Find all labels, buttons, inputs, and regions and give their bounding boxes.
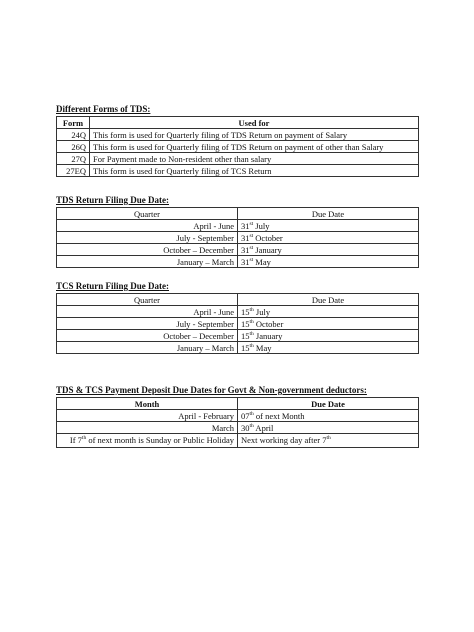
- due-date-cell: 15th January: [238, 330, 419, 342]
- column-header-form: Form: [57, 117, 90, 129]
- due-date-cell: 31st July: [238, 220, 419, 232]
- tds-forms-title: Different Forms of TDS:: [56, 104, 151, 114]
- month-cell: April - February: [57, 410, 238, 422]
- tds-due-table: [56, 207, 419, 268]
- table-row: [57, 232, 419, 244]
- due-date-cell: 31st May: [238, 256, 419, 268]
- table-row: [57, 153, 419, 165]
- quarter-cell: July - September: [57, 318, 238, 330]
- tcs-due-table: [56, 293, 419, 354]
- tds-forms-table: [56, 116, 419, 177]
- due-date-cell: 31st October: [238, 232, 419, 244]
- column-header-due-date: Due Date: [238, 398, 419, 410]
- form-code: 24Q: [57, 129, 90, 141]
- quarter-cell: October – December: [57, 330, 238, 342]
- table-row: [57, 141, 419, 153]
- column-header-month: Month: [57, 398, 238, 410]
- table-row: [57, 422, 419, 434]
- quarter-cell: July - September: [57, 232, 238, 244]
- table-row: [57, 129, 419, 141]
- column-header-quarter: Quarter: [57, 294, 238, 306]
- form-description: This form is used for Quarterly filing of TDS Return on payment of Salary: [90, 129, 419, 141]
- form-description: This form is used for Quarterly filing of TDS Return on payment of other than Salary: [90, 141, 419, 153]
- due-date-cell: 07th of next Month: [238, 410, 419, 422]
- due-date-cell: 15th May: [238, 342, 419, 354]
- due-date-cell: 15th July: [238, 306, 419, 318]
- due-date-cell: Next working day after 7th: [238, 434, 419, 448]
- form-code: 27Q: [57, 153, 90, 165]
- form-description: This form is used for Quarterly filing of TCS Return: [90, 165, 419, 177]
- table-row: [57, 410, 419, 422]
- table-row: [57, 256, 419, 268]
- table-row: [57, 306, 419, 318]
- quarter-cell: January – March: [57, 342, 238, 354]
- quarter-cell: April - June: [57, 220, 238, 232]
- payment-due-table: [56, 397, 419, 448]
- table-row: [57, 220, 419, 232]
- month-cell: March: [57, 422, 238, 434]
- form-description: For Payment made to Non-resident other than salary: [90, 153, 419, 165]
- payment-due-title: TDS & TCS Payment Deposit Due Dates for Govt & Non-government deductors:: [56, 385, 367, 395]
- table-row: [57, 434, 419, 448]
- quarter-cell: January – March: [57, 256, 238, 268]
- form-code: 27EQ: [57, 165, 90, 177]
- form-code: 26Q: [57, 141, 90, 153]
- due-date-cell: 30th April: [238, 422, 419, 434]
- due-date-cell: 15th October: [238, 318, 419, 330]
- quarter-cell: October – December: [57, 244, 238, 256]
- table-row: [57, 342, 419, 354]
- due-date-cell: 31st January: [238, 244, 419, 256]
- column-header-due-date: Due Date: [238, 208, 419, 220]
- table-row: [57, 165, 419, 177]
- table-header-row: [57, 208, 419, 220]
- tcs-due-title: TCS Return Filing Due Date:: [56, 281, 169, 291]
- table-row: [57, 330, 419, 342]
- tds-due-title: TDS Return Filing Due Date:: [56, 195, 169, 205]
- quarter-cell: April - June: [57, 306, 238, 318]
- column-header-due-date: Due Date: [238, 294, 419, 306]
- table-row: [57, 244, 419, 256]
- table-header-row: [57, 117, 419, 129]
- month-cell: If 7th of next month is Sunday or Public Holiday: [57, 434, 238, 448]
- column-header-used-for: Used for: [90, 117, 419, 129]
- table-header-row: [57, 294, 419, 306]
- table-row: [57, 318, 419, 330]
- column-header-quarter: Quarter: [57, 208, 238, 220]
- table-header-row: [57, 398, 419, 410]
